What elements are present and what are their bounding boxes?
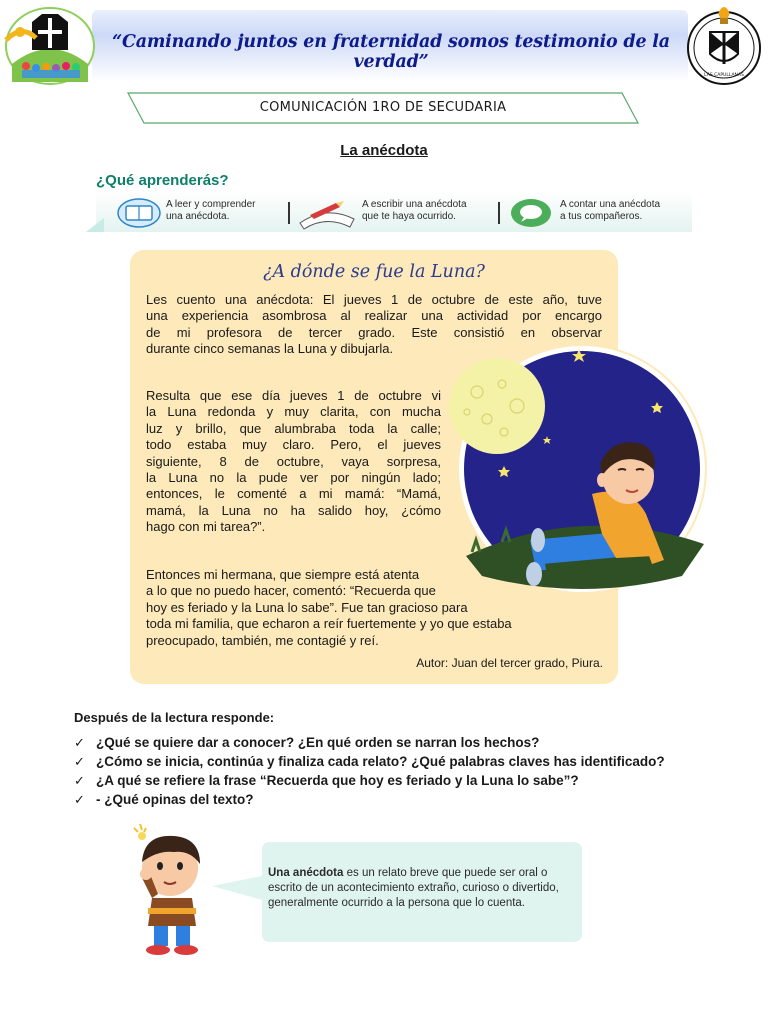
questions-list	[74, 735, 696, 811]
checkmark-icon: ✓	[74, 773, 85, 788]
learn-item-line: A escribir una anécdota	[362, 199, 467, 210]
story-line: Resulta que ese día jueves 1 de octubre vi	[146, 388, 441, 403]
thinking-boy-illustration	[124, 822, 224, 956]
learn-separator	[288, 202, 290, 224]
question-item	[74, 773, 696, 789]
story-line: Les cuento una anécdota: El jueves 1 de octubre de este año, tuve	[146, 292, 602, 307]
learn-strip-corner	[86, 218, 104, 232]
question-text: ¿Cómo se inicia, continúa y finaliza cada relato? ¿Qué palabras claves has identificado?	[96, 754, 665, 769]
story-line: toda mi familia, que echaron a reír fuertemente y yo que estaba	[146, 616, 512, 632]
checkmark-icon: ✓	[74, 754, 85, 769]
story-title: ¿A dónde se fue la Luna?	[263, 262, 485, 282]
learn-item-write	[362, 199, 467, 223]
story-line: de mi profesora de tercer grado. Este consistió en observar	[146, 324, 602, 340]
writing-icon	[296, 197, 358, 231]
school-logo-left	[2, 4, 98, 86]
document-title: La anécdota	[340, 142, 428, 159]
story-author: Autor: Juan del tercer grado, Piura.	[416, 656, 603, 670]
learn-item-line: A contar una anécdota	[560, 199, 661, 210]
speech-icon	[508, 197, 554, 229]
story-line: la Luna no la pude ver por ningún lado;	[146, 470, 441, 486]
question-item	[74, 754, 696, 770]
learn-item-line: a tus compañeros.	[560, 211, 643, 222]
story-line: una experiencia asombrosa al realizar una actividad por encargo	[146, 308, 602, 324]
question-text: - ¿Qué opinas del texto?	[96, 792, 254, 807]
story-line: la Luna redonda y muy clarita, con mucha	[146, 404, 441, 420]
story-line: Entonces mi hermana, que siempre está atenta	[146, 567, 420, 582]
subject-title: COMUNICACIÓN 1RO DE SECUDARIA	[259, 100, 507, 115]
story-line: durante cinco semanas la Luna y dibujarla.	[146, 341, 394, 357]
story-line: todo estaba muy claro. Pero, el jueves	[146, 437, 441, 453]
moon-night-illustration	[442, 344, 722, 594]
checkmark-icon: ✓	[74, 792, 85, 807]
story-line: preocupado, también, me contagié y reí.	[146, 632, 379, 648]
story-line: hago con mi tarea?”.	[146, 519, 266, 535]
story-line: a lo que no puedo hacer, comentó: “Recuerda que	[146, 583, 436, 599]
learn-item-line: que te haya ocurrido.	[362, 211, 456, 222]
story-line: entonces, le comenté a mi mamá: “Mamá,	[146, 486, 441, 502]
story-line: hoy es feriado y la Luna lo sabe”. Fue tan gracioso para	[146, 599, 468, 615]
learn-item-line: una anécdota.	[166, 211, 230, 222]
story-line: mamá, la Luna no ha salido hoy, ¿cómo	[146, 502, 441, 518]
reading-icon	[116, 197, 162, 229]
story-line: siguiente, 8 de octubre, vaya sorpresa,	[146, 453, 441, 469]
question-item	[74, 792, 696, 808]
learn-item-line: A leer y comprender	[166, 199, 256, 210]
school-motto: “Caminando juntos en fraternidad somos testimonio de la verdad”	[112, 32, 670, 72]
learn-item-tell	[560, 199, 660, 223]
question-item	[74, 735, 696, 751]
questions-heading: Después de la lectura responde:	[74, 710, 275, 725]
learn-heading: ¿Qué aprenderás?	[96, 172, 229, 189]
question-text: ¿Qué se quiere dar a conocer? ¿En qué orden se narran los hechos?	[96, 735, 540, 750]
crest-caption: LAS CAPULLANAS	[704, 73, 744, 78]
checkmark-icon: ✓	[74, 735, 85, 750]
story-line: luz y brillo, que alumbraba toda la calle;	[146, 420, 441, 436]
definition-text	[268, 866, 564, 911]
school-crest-right	[684, 6, 764, 86]
definition-body: es un relato breve que puede ser oral o escrito de un acontecimiento extraño, curioso o divertido, generalmente ocurrido a la persona que lo cuenta.	[268, 867, 559, 909]
definition-term: Una anécdota	[268, 867, 344, 879]
story-paragraph-2	[146, 388, 441, 536]
learn-separator	[498, 202, 500, 224]
learn-item-read	[166, 199, 256, 223]
question-text: ¿A qué se refiere la frase “Recuerda que hoy es feriado y la Luna lo sabe”?	[96, 773, 579, 788]
